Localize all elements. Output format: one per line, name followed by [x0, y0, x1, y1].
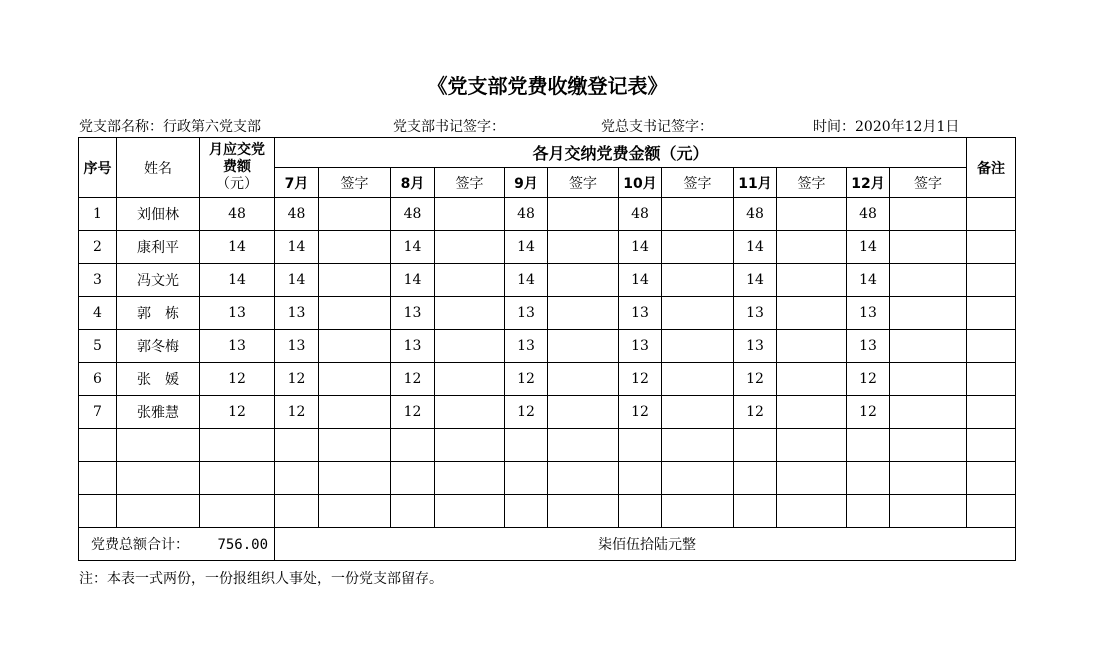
month-amount: 14: [847, 231, 890, 264]
signature-cell: [662, 396, 734, 429]
signature-cell: [435, 363, 505, 396]
signature-cell: [548, 297, 619, 330]
col-header-month: 9月: [505, 168, 548, 198]
date-label: 时间：2020年12月1日: [813, 119, 960, 135]
signature-cell: [777, 363, 847, 396]
month-amount: 13: [275, 330, 319, 363]
monthly-due: 48: [200, 198, 275, 231]
month-amount: 48: [847, 198, 890, 231]
col-header-sign: 签字: [890, 168, 967, 198]
col-header-sign: 签字: [662, 168, 734, 198]
signature-cell: [662, 231, 734, 264]
month-amount: 12: [734, 396, 777, 429]
table-row: [79, 231, 1016, 264]
signature-cell: [548, 396, 619, 429]
signature-cell: [548, 231, 619, 264]
member-name: 郭冬梅: [117, 330, 200, 363]
signature-cell: [319, 264, 391, 297]
month-amount: 14: [391, 231, 435, 264]
col-header-monthly-due: [200, 138, 275, 198]
total-cell: [79, 528, 275, 561]
remarks-cell: [967, 264, 1016, 297]
month-amount: 14: [391, 264, 435, 297]
row-number: 6: [79, 363, 117, 396]
month-amount: 13: [505, 297, 548, 330]
signature-cell: [662, 363, 734, 396]
col-header-name: 姓名: [117, 138, 200, 198]
remarks-cell: [967, 330, 1016, 363]
signature-cell: [890, 330, 967, 363]
footnote: 注：本表一式两份，一份报组织人事处，一份党支部留存。: [79, 571, 443, 587]
monthly-due: 13: [200, 297, 275, 330]
signature-cell: [890, 231, 967, 264]
signature-cell: [777, 396, 847, 429]
remarks-cell: [967, 363, 1016, 396]
month-amount: 13: [734, 330, 777, 363]
row-number: 7: [79, 396, 117, 429]
signature-cell: [319, 330, 391, 363]
month-amount: 14: [619, 264, 662, 297]
row-number: 4: [79, 297, 117, 330]
month-amount: 14: [275, 264, 319, 297]
signature-cell: [319, 396, 391, 429]
signature-cell: [319, 198, 391, 231]
signature-cell: [890, 363, 967, 396]
month-amount: 13: [391, 330, 435, 363]
col-header-monthly-group: 各月交纳党费金额（元）: [275, 138, 967, 168]
col-header-month: 10月: [619, 168, 662, 198]
page-title: 《党支部党费收缴登记表》: [427, 74, 668, 98]
signature-cell: [777, 264, 847, 297]
col-header-month: 12月: [847, 168, 890, 198]
signature-cell: [548, 363, 619, 396]
monthly-due: 12: [200, 396, 275, 429]
month-amount: 13: [275, 297, 319, 330]
month-amount: 13: [505, 330, 548, 363]
month-amount: 12: [619, 363, 662, 396]
signature-cell: [777, 297, 847, 330]
signature-cell: [890, 198, 967, 231]
signature-cell: [548, 330, 619, 363]
col-header-month: 8月: [391, 168, 435, 198]
signature-cell: [319, 231, 391, 264]
due-header-line-3: （元）: [216, 176, 258, 192]
month-amount: 13: [847, 330, 890, 363]
signature-cell: [319, 297, 391, 330]
row-number: 2: [79, 231, 117, 264]
total-label: 党费总额合计：: [90, 537, 189, 553]
month-amount: 12: [275, 396, 319, 429]
signature-cell: [435, 264, 505, 297]
row-number: 1: [79, 198, 117, 231]
month-amount: 12: [505, 363, 548, 396]
col-header-sign: 签字: [548, 168, 619, 198]
signature-cell: [662, 297, 734, 330]
member-name: 张 媛: [117, 363, 200, 396]
signature-cell: [548, 198, 619, 231]
total-row: [79, 528, 1016, 561]
month-amount: 14: [734, 264, 777, 297]
member-name: 郭 栋: [117, 297, 200, 330]
branch-name-label: 党支部名称：行政第六党支部: [79, 119, 261, 135]
month-amount: 48: [391, 198, 435, 231]
month-amount: 13: [734, 297, 777, 330]
signature-cell: [435, 297, 505, 330]
remarks-cell: [967, 231, 1016, 264]
month-amount: 48: [275, 198, 319, 231]
monthly-due: 12: [200, 363, 275, 396]
month-amount: 48: [619, 198, 662, 231]
month-amount: 12: [619, 396, 662, 429]
remarks-cell: [967, 396, 1016, 429]
secretary-signature-label: 党支部书记签字：: [393, 119, 505, 135]
member-name: 刘佃林: [117, 198, 200, 231]
monthly-due: 13: [200, 330, 275, 363]
remarks-cell: [967, 198, 1016, 231]
member-name: 张雅慧: [117, 396, 200, 429]
row-number: 5: [79, 330, 117, 363]
table-row: [79, 363, 1016, 396]
month-amount: 13: [619, 330, 662, 363]
signature-cell: [435, 231, 505, 264]
empty-row: [79, 429, 1016, 462]
signature-cell: [777, 231, 847, 264]
month-amount: 12: [391, 363, 435, 396]
signature-cell: [548, 264, 619, 297]
col-header-sign: 签字: [435, 168, 505, 198]
col-header-month: 11月: [734, 168, 777, 198]
signature-cell: [777, 330, 847, 363]
table-row: [79, 264, 1016, 297]
month-amount: 12: [847, 363, 890, 396]
table-row: [79, 396, 1016, 429]
month-amount: 13: [619, 297, 662, 330]
month-amount: 14: [505, 231, 548, 264]
total-amount: 756.00: [217, 537, 269, 553]
signature-cell: [662, 330, 734, 363]
member-name: 冯文光: [117, 264, 200, 297]
signature-cell: [435, 330, 505, 363]
signature-cell: [662, 198, 734, 231]
dues-register-table: [78, 137, 1016, 561]
signature-cell: [890, 264, 967, 297]
month-amount: 12: [275, 363, 319, 396]
signature-cell: [890, 297, 967, 330]
col-header-remarks: 备注: [967, 138, 1016, 198]
table-row: [79, 297, 1016, 330]
signature-cell: [777, 198, 847, 231]
month-amount: 14: [734, 231, 777, 264]
empty-row: [79, 495, 1016, 528]
table-row: [79, 198, 1016, 231]
header-row-1: [79, 138, 1016, 168]
col-header-no: 序号: [79, 138, 117, 198]
remarks-cell: [967, 297, 1016, 330]
signature-cell: [435, 396, 505, 429]
month-amount: 14: [275, 231, 319, 264]
col-header-sign: 签字: [319, 168, 391, 198]
month-amount: 12: [391, 396, 435, 429]
row-number: 3: [79, 264, 117, 297]
signature-cell: [435, 198, 505, 231]
month-amount: 48: [734, 198, 777, 231]
monthly-due: 14: [200, 264, 275, 297]
signature-cell: [662, 264, 734, 297]
month-amount: 12: [847, 396, 890, 429]
table-row: [79, 330, 1016, 363]
month-amount: 13: [391, 297, 435, 330]
signature-cell: [890, 396, 967, 429]
month-amount: 12: [734, 363, 777, 396]
col-header-month: 7月: [275, 168, 319, 198]
month-amount: 14: [505, 264, 548, 297]
month-amount: 13: [847, 297, 890, 330]
due-header-line-1: 月应交党: [209, 142, 265, 158]
due-header-line-2: 费额: [223, 159, 251, 175]
signature-cell: [319, 363, 391, 396]
total-uppercase: 柒佰伍拾陆元整: [275, 528, 1016, 561]
month-amount: 14: [619, 231, 662, 264]
member-name: 康利平: [117, 231, 200, 264]
general-secretary-signature-label: 党总支书记签字：: [601, 119, 713, 135]
empty-row: [79, 462, 1016, 495]
month-amount: 14: [847, 264, 890, 297]
monthly-due: 14: [200, 231, 275, 264]
col-header-sign: 签字: [777, 168, 847, 198]
month-amount: 48: [505, 198, 548, 231]
month-amount: 12: [505, 396, 548, 429]
